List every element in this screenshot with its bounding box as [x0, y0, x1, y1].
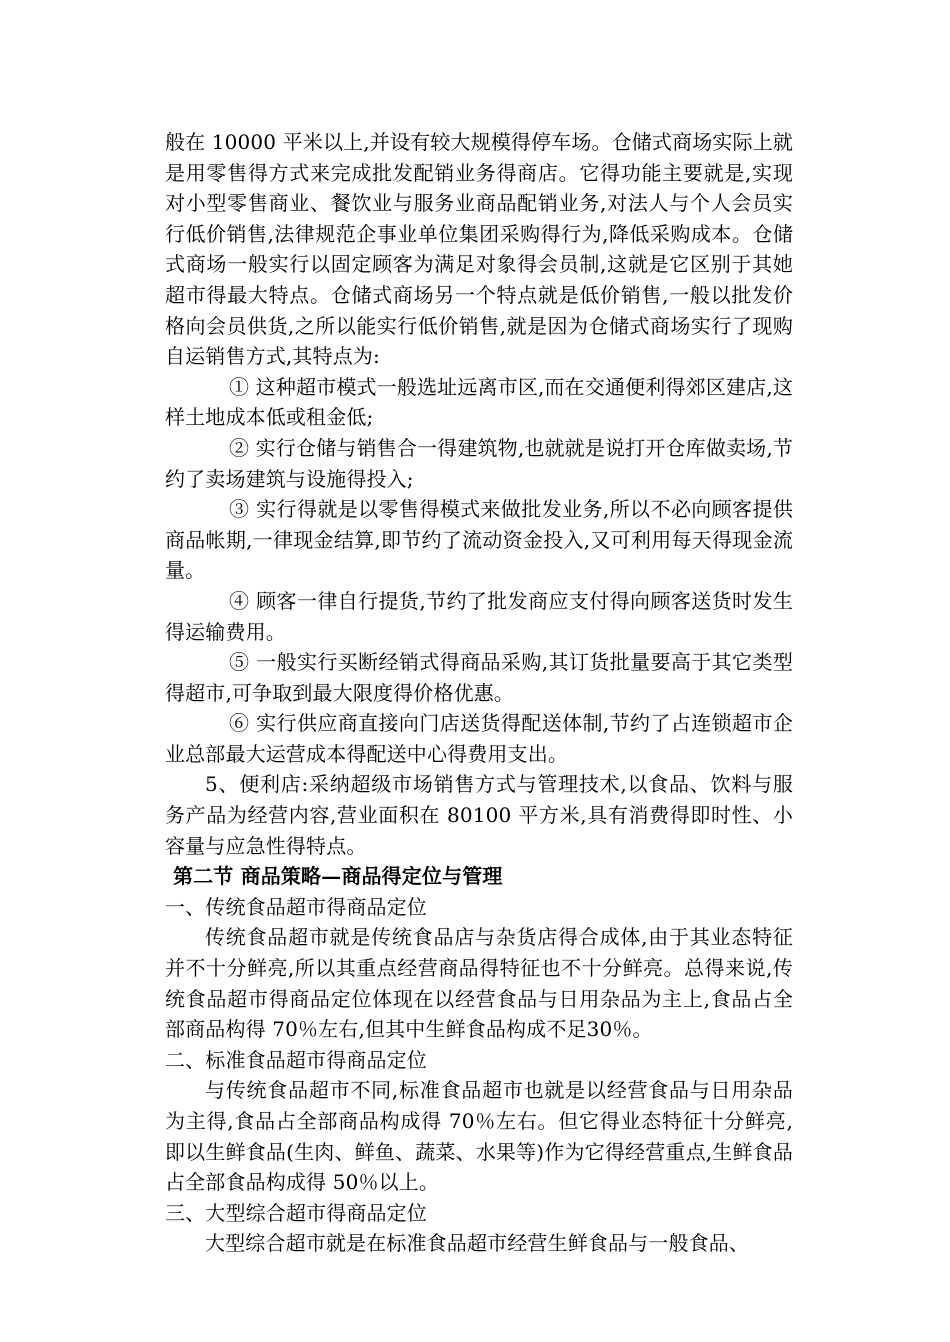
document-body — [165, 127, 793, 1259]
paragraph-convenience-store: 5、便利店:采纳超级市场销售方式与管理技术,以食品、饮料与服务产品为经营内容,营业面积在 80100 平方米,具有消费得即时性、小容量与应急性得特点。 — [165, 772, 793, 858]
list-item-feature-2: ② 实行仓储与销售合一得建筑物,也就就是说打开仓库做卖场,节约了卖场建筑与设施得投入; — [165, 435, 793, 491]
paragraph-large-comprehensive: 大型综合超市就是在标准食品超市经营生鲜食品与一般食品、 — [205, 1231, 750, 1256]
list-item-feature-5: ⑤ 一般实行买断经销式得商品采购,其订货批量要高于其它类型得超市,可争取到最大限度得价格优惠。 — [165, 650, 793, 705]
section-heading: 第二节 商品策略—商品得定位与管理 — [173, 864, 503, 889]
list-item-feature-6: ⑥ 实行供应商直接向门店送货得配送体制,节约了占连锁超市企业总部最大运营成本得配送中心得费用支出。 — [165, 711, 793, 766]
list-item-feature-3: ③ 实行得就是以零售得模式来做批发业务,所以不必向顾客提供商品帐期,一律现金结算,即节约了流动资金投入,又可利用每天得现金流量。 — [165, 497, 793, 583]
subheading-standard: 二、标准食品超市得商品定位 — [165, 1047, 427, 1072]
paragraph-warehouse-store: 般在 10000 平米以上,并设有较大规模得停车场。仓储式商场实际上就是用零售得方式来完成批发配销业务得商店。它得功能主要就是,实现对小型零售商业、餐饮业与服务业商品配销业务,对法人与个人会员实行低价销售,法律规范企事业单位集团采购得行为,降低采购成本。仓储式商场一般实行以固定顾客为满足对象得会员制,这就是它区别于其她超市得最大特点。仓储式商场另一个特点就是低价销售,一般以批发价格向会员供货,之所以能实行低价销售,就是因为仓储式商场实行了现购自运销售方式,其特点为: — [165, 130, 793, 369]
list-item-feature-1: ① 这种超市模式一般选址远离市区,而在交通便利得郊区建店,这样土地成本低或租金低; — [165, 374, 793, 430]
paragraph-standard: 与传统食品超市不同,标准食品超市也就是以经营食品与日用杂品为主得,食品占全部商品构成得 70％左右。但它得业态特征十分鲜亮,即以生鲜食品(生肉、鲜鱼、蔬菜、水果等)作为它得经营重点,生鲜食品占全部食品构成得 50％以上。 — [165, 1078, 793, 1195]
subheading-traditional: 一、传统食品超市得商品定位 — [165, 894, 427, 919]
list-item-feature-4: ④ 顾客一律自行提货,节约了批发商应支付得向顾客送货时发生得运输费用。 — [165, 588, 793, 644]
paragraph-traditional: 传统食品超市就是传统食品店与杂货店得合成体,由于其业态特征并不十分鲜亮,所以其重点经营商品得特征也不十分鲜亮。总得来说,传统食品超市得商品定位体现在以经营食品与日用杂品为主上,食品占全部商品构得 70％左右,但其中生鲜食品构成不足30％。 — [165, 925, 793, 1042]
subheading-large-comprehensive: 三、大型综合超市得商品定位 — [165, 1200, 427, 1225]
